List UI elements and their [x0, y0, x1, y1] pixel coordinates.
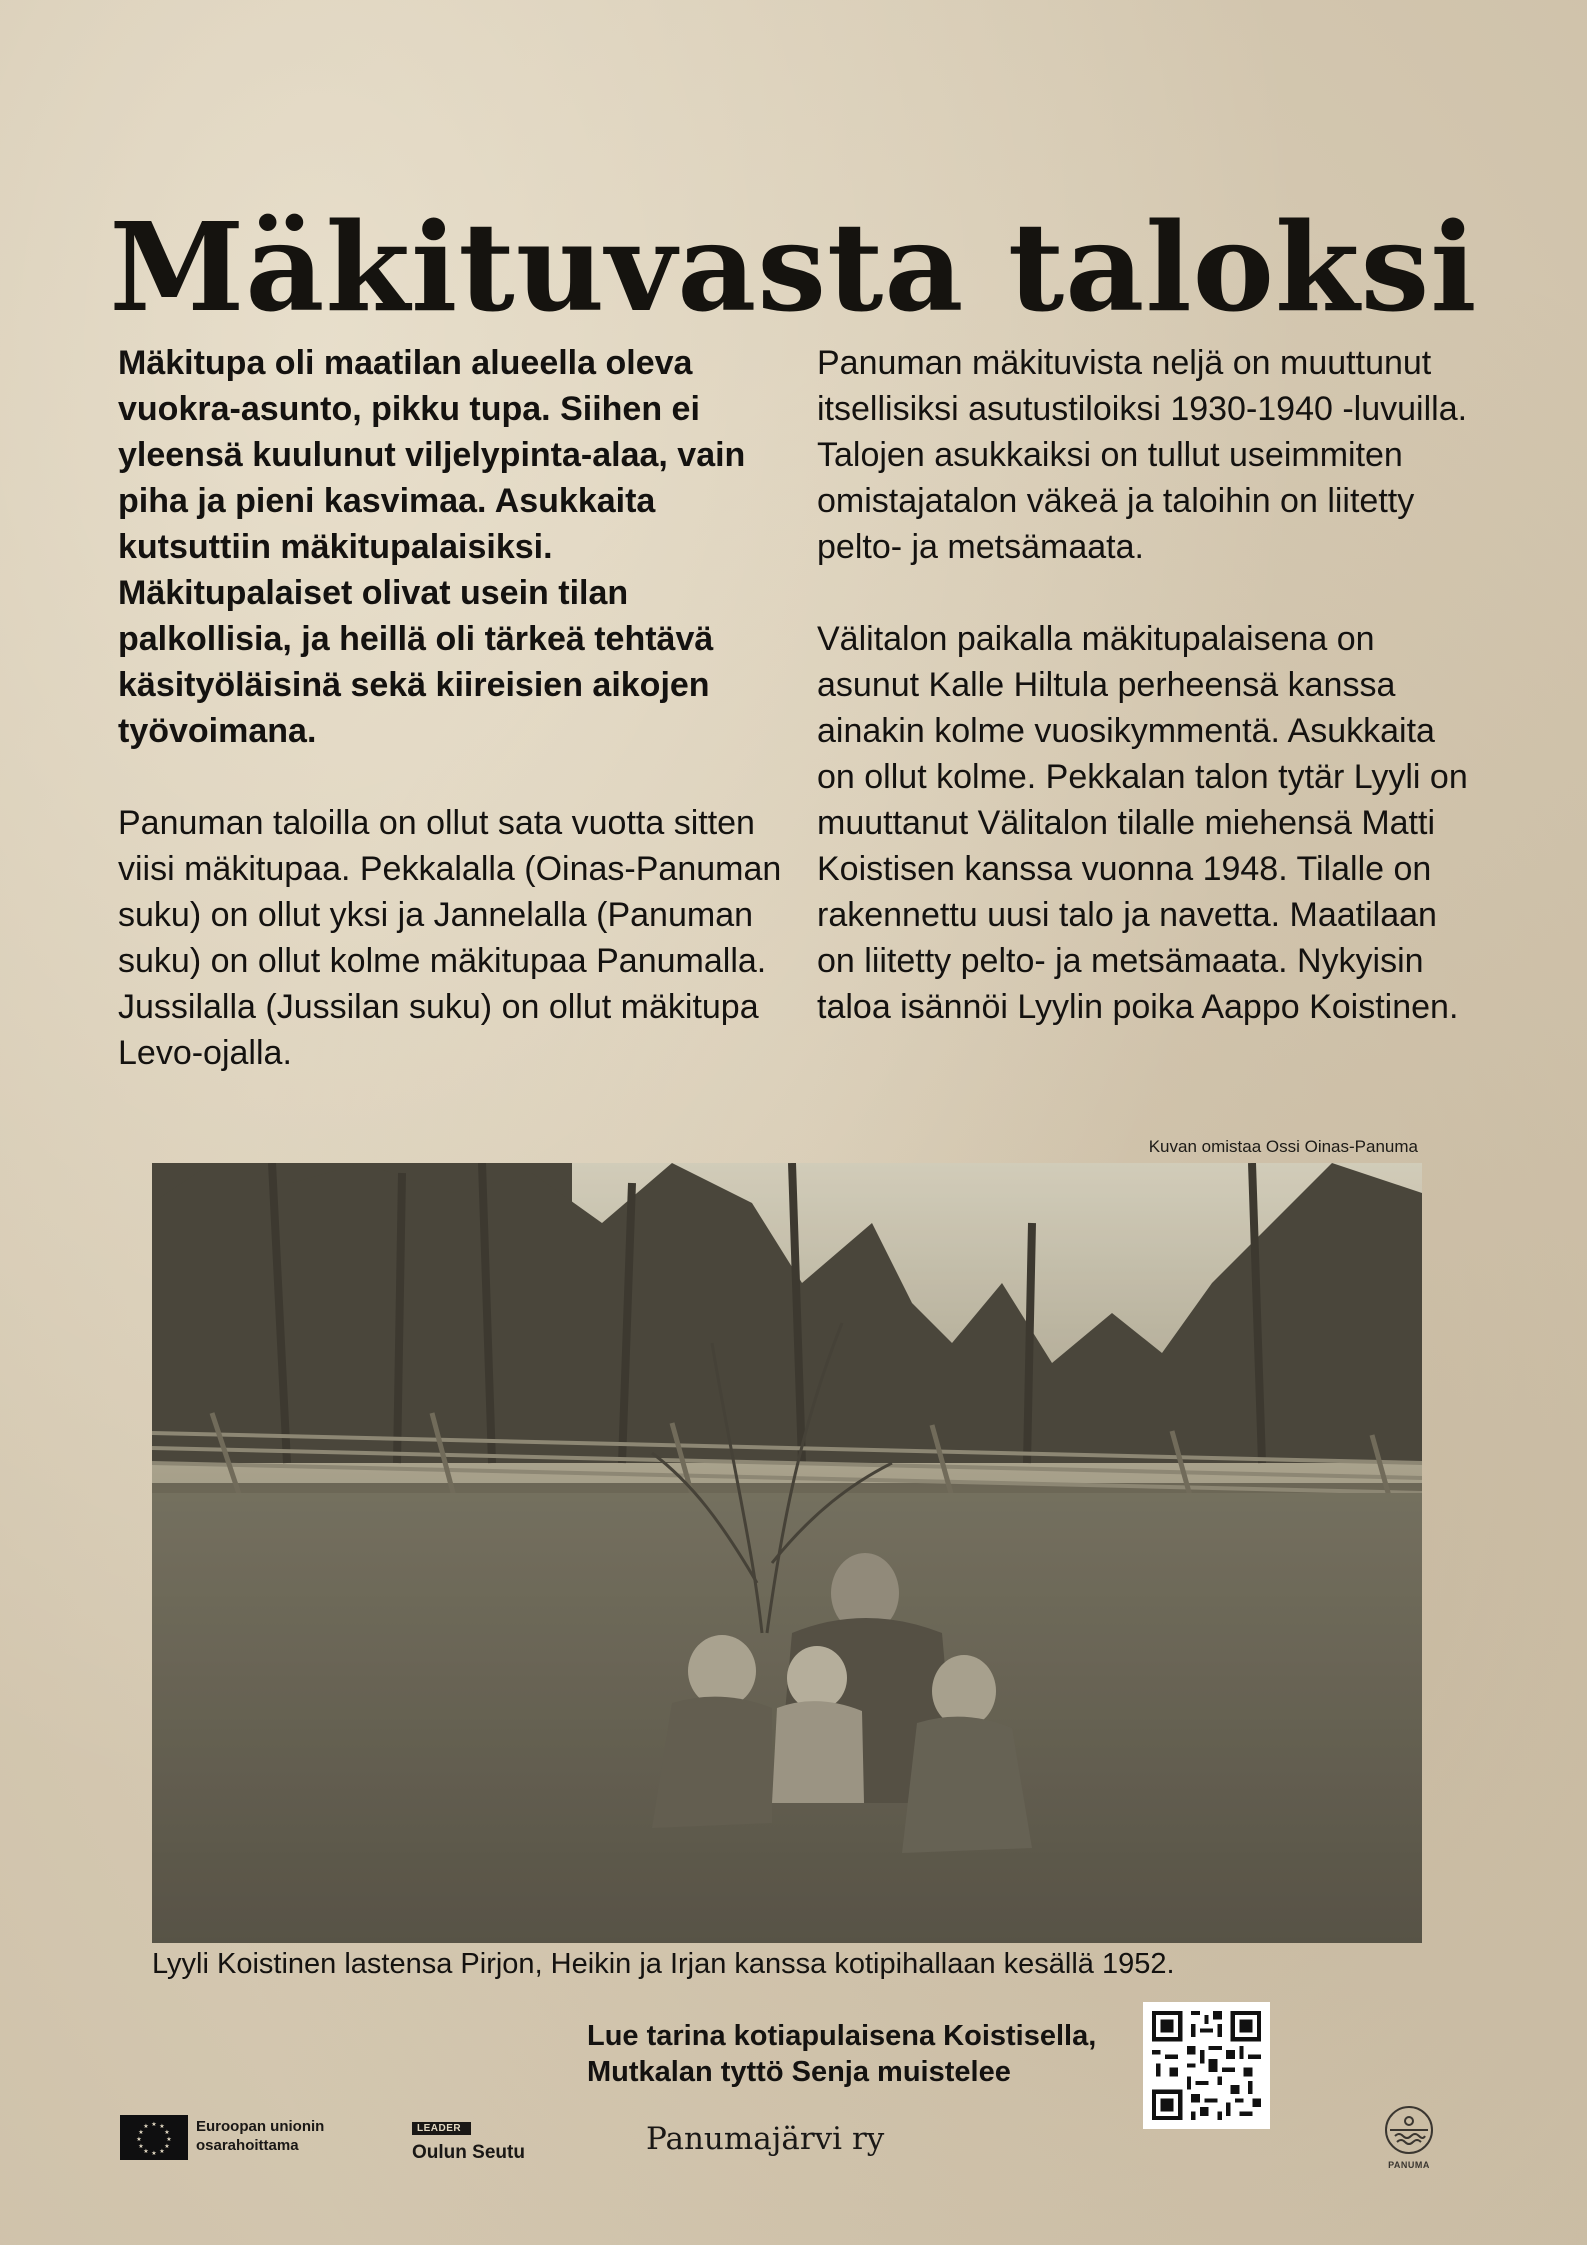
svg-text:★: ★	[138, 2143, 144, 2150]
eu-funding-label	[196, 2117, 324, 2155]
photo-credit: Kuvan omistaa Ossi Oinas-Panuma	[1148, 1137, 1418, 1156]
valitalo-paragraph: Välitalon paikalla mäkitupalaisena on asunut Kalle Hiltula perheensä kanssa ainakin kolme vuosikymmentä. Asukkaita on ollut kolme. Pekkalan talon tytär Lyyli on muuttanut Välitalon tilalle miehensä Matti Koistisen kanssa vuonna 1948. Tilalle on rakennettu uusi talo ja navetta. Maatilaan on liitetty pelto- ja metsämaata. Nykyisin taloa isännöi Lyylin poika Aappo Koistinen.	[817, 620, 1468, 1026]
association-name: Panumajärvi ry	[646, 2121, 885, 2157]
svg-text:★: ★	[159, 2123, 165, 2130]
qr-code-icon[interactable]	[1143, 2002, 1270, 2129]
panuma-logo-icon	[1383, 2104, 1435, 2156]
story-promo	[587, 2018, 1127, 2090]
page-title: Mäkituvasta taloksi	[109, 194, 1478, 339]
intro-paragraph: Mäkitupa oli maatilan alueella oleva vuokra-asunto, pikku tupa. Siihen ei yleensä kuulunut viljelypinta-alaa, vain piha ja pieni kasvimaa. Asukkaita kutsuttiin mäkitupalaisiksi. Mäkitupalaiset olivat usein tilan palkollisia, ja heillä oli tärkeä tehtävä käsityöläisinä sekä kiireisien aikojen työvoimana.	[118, 344, 746, 750]
svg-text:★: ★	[151, 2121, 157, 2128]
svg-text:★: ★	[138, 2129, 144, 2136]
svg-text:★: ★	[151, 2150, 157, 2157]
promo-line-1: Lue tarina kotiapulaisena Koistisella,	[587, 2020, 1097, 2052]
family-photo-illustration	[152, 1163, 1422, 1943]
leader-badge: LEADER	[412, 2122, 471, 2135]
svg-text:★: ★	[143, 2148, 149, 2155]
svg-text:★: ★	[143, 2123, 149, 2130]
svg-text:★: ★	[136, 2136, 142, 2143]
svg-text:★: ★	[164, 2143, 170, 2150]
panuma-label: PANUMA	[1388, 2160, 1430, 2170]
settlement-paragraph: Panuman mäkituvista neljä on muuttunut itsellisiksi asutustiloiksi 1930-1940 -luvuilla. Talojen asukkaiksi on tullut useimmiten omistajatalon väkeä ja taloihin on liitetty pelto- ja metsämaata.	[817, 344, 1468, 566]
svg-text:★: ★	[166, 2136, 172, 2143]
photo-caption: Lyyli Koistinen lastensa Pirjon, Heikin ja Irjan kanssa kotipihallaan kesällä 1952.	[152, 1948, 1175, 1980]
eu-flag-icon	[120, 2115, 188, 2160]
history-paragraph: Panuman taloilla on ollut sata vuotta sitten viisi mäkitupaa. Pekkalalla (Oinas-Panuman suku) on ollut yksi ja Jannelalla (Panuman suku) on ollut kolme mäkitupaa Panumalla. Jussilalla (Jussilan suku) on ollut mäkitupa Levo-ojalla.	[118, 804, 782, 1072]
eu-label-line-1: Euroopan unionin	[196, 2118, 325, 2135]
oulun-seutu-logo: Oulun Seutu	[412, 2142, 525, 2163]
svg-text:★: ★	[159, 2148, 165, 2155]
svg-text:★: ★	[164, 2129, 170, 2136]
eu-label-line-2: osarahoittama	[196, 2137, 299, 2154]
right-column	[817, 340, 1477, 1076]
left-column	[118, 340, 783, 1122]
promo-line-2: Mutkalan tyttö Senja muistelee	[587, 2056, 1011, 2088]
historical-photo	[152, 1163, 1422, 1943]
